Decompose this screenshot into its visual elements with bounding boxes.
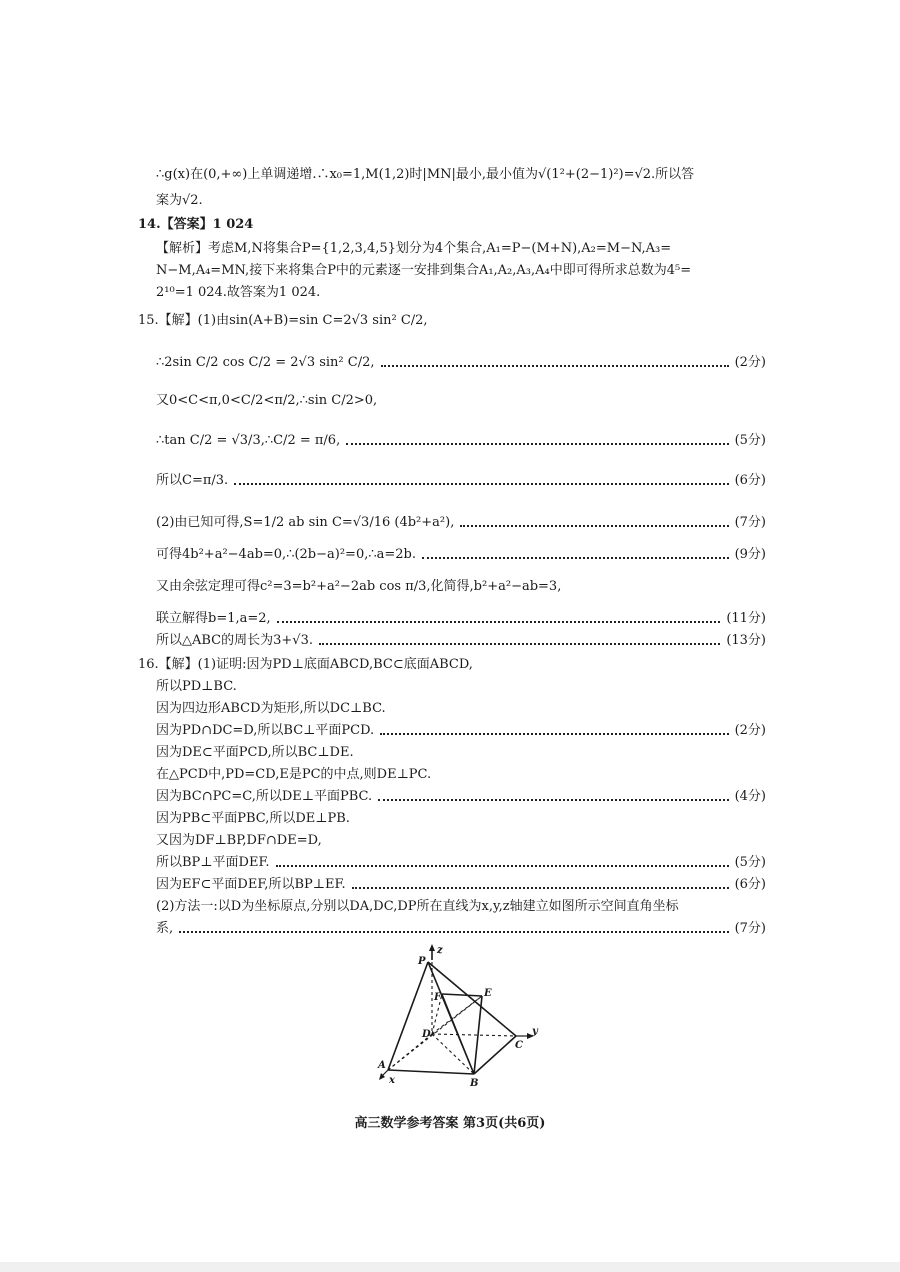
- label-F: F: [434, 992, 442, 1003]
- label-E: E: [484, 988, 492, 999]
- z-axis-arrow: [429, 944, 435, 951]
- step-line-9: 又0<C<π,0<C/2<π/2,∴sin C/2>0,: [156, 393, 378, 408]
- step-line-28: (2)方法一:以D为坐标原点,分别以DA,DC,DP所在直线为x,y,z轴建立如图所示空间直角坐标: [156, 899, 679, 914]
- label-B: B: [470, 1078, 479, 1089]
- edge-BC: [474, 1036, 516, 1074]
- problem-16-heading: 16.【解】(1)证明:因为PD⊥底面ABCD,BC⊂底面ABCD,: [138, 657, 473, 672]
- step-line-26: 所以BP⊥平面DEF. (5分): [156, 855, 766, 870]
- label-D: D: [422, 1029, 431, 1040]
- step-line-12: (2)由已知可得,S=1/2 ab sin C=√3/16 (4b²+a²), (7分): [156, 515, 766, 530]
- step-line-15: 联立解得b=1,a=2, (11分): [156, 611, 766, 626]
- step-line-14: 又由余弦定理可得c²=3=b²+a²−2ab cos π/3,化简得,b²+a²−ab=3,: [156, 579, 562, 594]
- step-line-25: 又因为DF⊥BP,DF∩DE=D,: [156, 833, 322, 848]
- edge-DB: [432, 1034, 474, 1074]
- scan-edge: [0, 1262, 900, 1272]
- step-line-10: ∴tan C/2 = √3/3,∴C/2 = π/6, (5分): [156, 433, 766, 448]
- step-line-29: 系, (7分): [156, 921, 766, 936]
- step-line-8: ∴2sin C/2 cos C/2 = 2√3 sin² C/2, (2分): [156, 355, 766, 370]
- step-line-13: 可得4b²+a²−4ab=0,∴(2b−a)²=0,∴a=2b. (9分): [156, 547, 766, 562]
- text-line-2: 案为√2.: [156, 193, 203, 208]
- step-line-24: 因为PB⊂平面PBC,所以DE⊥PB.: [156, 811, 350, 826]
- page-footer: 高三数学参考答案 第3页(共6页): [354, 1116, 546, 1131]
- step-line-21: 因为DE⊂平面PCD,所以BC⊥DE.: [156, 745, 354, 760]
- edge-AB: [388, 1070, 474, 1074]
- problem-14-answer: 14.【答案】1 024: [138, 217, 254, 232]
- label-A: A: [378, 1060, 386, 1071]
- step-line-16: 所以△ABC的周长为3+√3. (13分): [156, 633, 766, 648]
- edge-DC: [432, 1034, 516, 1036]
- step-line-19: 因为四边形ABCD为矩形,所以DC⊥BC.: [156, 701, 386, 716]
- text-line-6: 2¹⁰=1 024.故答案为1 024.: [156, 285, 321, 300]
- text-line-4: 【解析】考虑M,N将集合P={1,2,3,4,5}划分为4个集合,A₁=P−(M+N),A₂=M−N,A₃=: [156, 241, 672, 256]
- text-line-1: ∴g(x)在(0,+∞)上单调递增.∴x₀=1,M(1,2)时|MN|最小,最小值为√(1²+(2−1)²)=√2.所以答: [156, 167, 695, 182]
- label-P: P: [418, 956, 426, 967]
- step-line-22: 在△PCD中,PD=CD,E是PC的中点,则DE⊥PC.: [156, 767, 432, 782]
- step-line-18: 所以PD⊥BC.: [156, 679, 237, 694]
- step-line-27: 因为EF⊂平面DEF,所以BP⊥EF. (6分): [156, 877, 766, 892]
- text-line-5: N−M,A₄=MN,接下来将集合P中的元素逐一安排到集合A₁,A₂,A₃,A₄中即可得所求总数为4⁵=: [156, 263, 692, 278]
- edge-FE: [442, 994, 482, 996]
- label-x: x: [389, 1075, 395, 1086]
- step-line-11: 所以C=π/3. (6分): [156, 473, 766, 488]
- step-line-23: 因为BC∩PC=C,所以DE⊥平面PBC. (4分): [156, 789, 766, 804]
- step-line-20: 因为PD∩DC=D,所以BC⊥平面PCD. (2分): [156, 723, 766, 738]
- pyramid-coordinate-figure: [370, 944, 550, 1090]
- problem-15-heading: 15.【解】(1)由sin(A+B)=sin C=2√3 sin² C/2,: [138, 313, 428, 328]
- label-z: z: [437, 945, 443, 956]
- label-y: y: [532, 1026, 538, 1037]
- label-C: C: [515, 1040, 523, 1051]
